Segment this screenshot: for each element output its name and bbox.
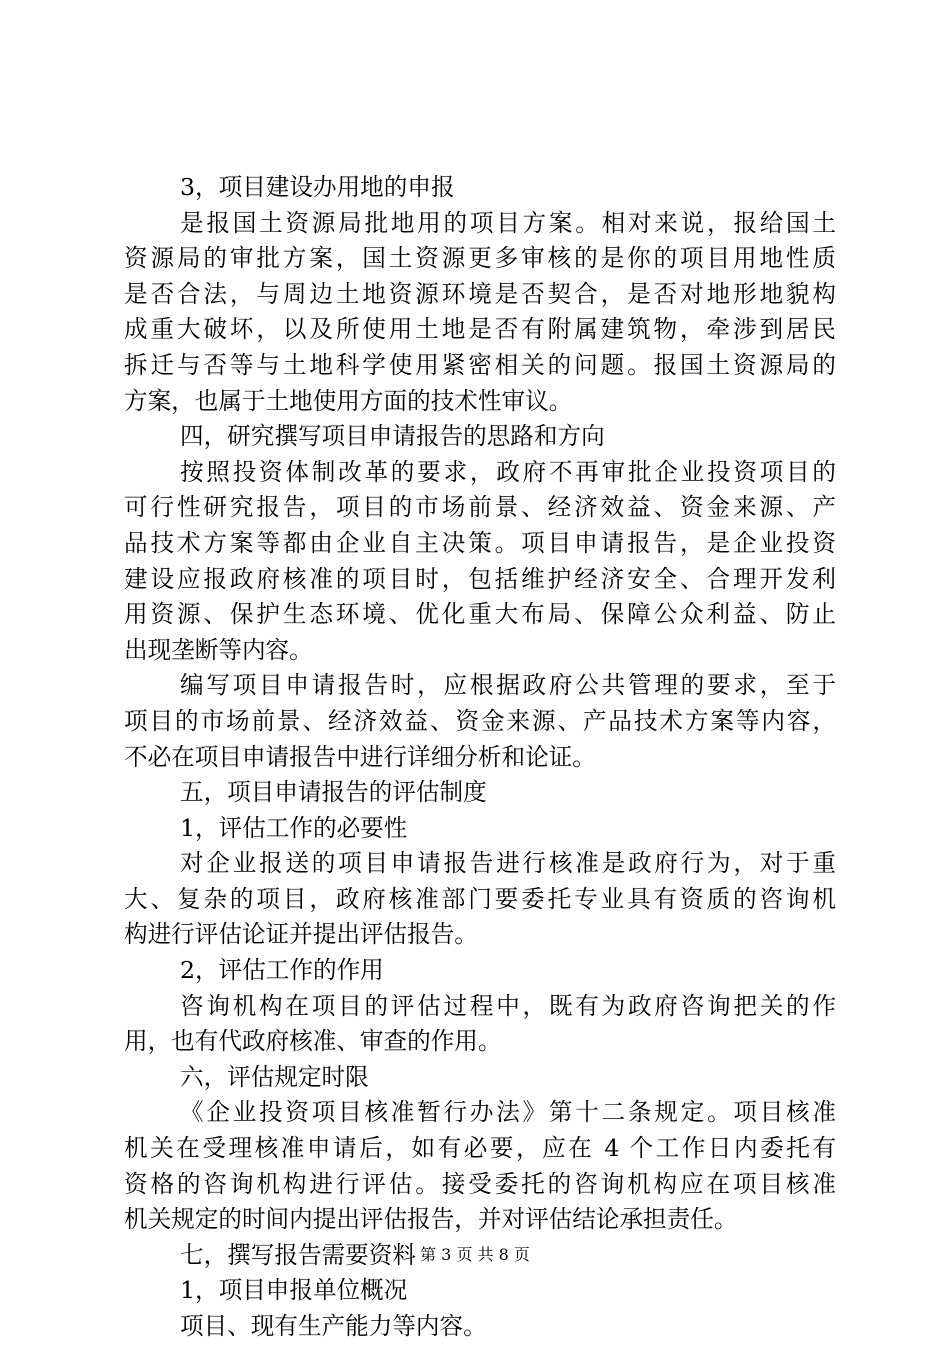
text-line: 3，项目建设办用地的申报 bbox=[180, 173, 455, 201]
text-line: 资格的咨询机构进行评估。接受委托的咨询机构应在项目核准 bbox=[124, 1169, 836, 1198]
text-line: 建设应报政府核准的项目时，包括维护经济安全、合理开发利 bbox=[124, 564, 836, 593]
text-line: 编写项目申请报告时，应根据政府公共管理的要求，至于 bbox=[180, 671, 836, 700]
text-line: 是否合法，与周边土地资源环境是否契合，是否对地形地貌构 bbox=[124, 279, 836, 308]
text-line: 不必在项目申请报告中进行详细分析和论证。 bbox=[124, 742, 596, 771]
text-line: 机关在受理核准申请后，如有必要，应在 4 个工作日内委托有 bbox=[124, 1134, 836, 1163]
text-line: 七，撰写报告需要资料 bbox=[180, 1240, 416, 1269]
text-line: 用，也有代政府核准、审查的作用。 bbox=[124, 1027, 502, 1056]
text-line: 项目的市场前景、经济效益、资金来源、产品技术方案等内容， bbox=[124, 706, 836, 735]
text-line: 2，评估工作的作用 bbox=[180, 956, 384, 985]
text-line: 对企业报送的项目申请报告进行核准是政府行为，对于重 bbox=[180, 849, 836, 878]
text-line: 机关规定的时间内提出评估报告，并对评估结论承担责任。 bbox=[124, 1205, 738, 1234]
text-line: 拆迁与否等与土地科学使用紧密相关的问题。报国土资源局的 bbox=[124, 350, 836, 379]
text-line: 用资源、保护生态环境、优化重大布局、保障公众利益、防止 bbox=[124, 600, 836, 629]
text-line: 可行性研究报告，项目的市场前景、经济效益、资金来源、产 bbox=[124, 493, 836, 522]
text-line: 大、复杂的项目，政府核准部门要委托专业具有资质的咨询机 bbox=[124, 884, 836, 913]
text-line: 四，研究撰写项目申请报告的思路和方向 bbox=[180, 422, 605, 451]
text-line: 出现垄断等内容。 bbox=[124, 635, 313, 664]
text-line: 成重大破坏，以及所使用土地是否有附属建筑物，牵涉到居民 bbox=[124, 315, 836, 344]
text-line: 品技术方案等都由企业自主决策。项目申请报告，是企业投资 bbox=[124, 528, 836, 557]
text-line: 六，评估规定时限 bbox=[180, 1062, 369, 1091]
document-body bbox=[124, 170, 836, 1345]
text-line: 是报国土资源局批地用的项目方案。相对来说，报给国土 bbox=[180, 208, 836, 237]
page-footer: 第 3 页 共 8 页 bbox=[420, 1245, 530, 1264]
text-line: 咨询机构在项目的评估过程中，既有为政府咨询把关的作 bbox=[180, 991, 836, 1020]
text-line: 方案，也属于土地使用方面的技术性审议。 bbox=[124, 386, 573, 415]
text-line: 构进行评估论证并提出评估报告。 bbox=[124, 920, 478, 949]
text-line: 项目、现有生产能力等内容。 bbox=[180, 1312, 487, 1340]
text-line: 1，评估工作的必要性 bbox=[180, 813, 408, 842]
text-line: 五，项目申请报告的评估制度 bbox=[180, 778, 487, 807]
text-line: 资源局的审批方案，国土资源更多审核的是你的项目用地性质 bbox=[124, 244, 836, 273]
text-line: 《企业投资项目核准暂行办法》第十二条规定。项目核准 bbox=[180, 1098, 836, 1127]
text-line: 按照投资体制改革的要求，政府不再审批企业投资项目的 bbox=[180, 457, 836, 486]
text-line: 1，项目申报单位概况 bbox=[180, 1276, 408, 1305]
